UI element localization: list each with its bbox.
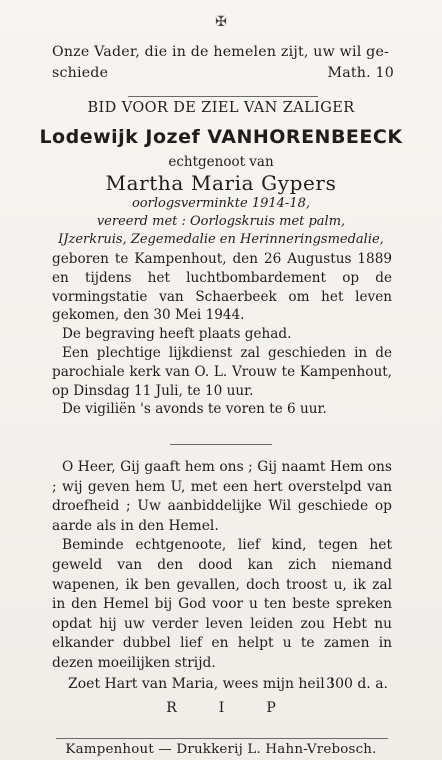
scripture-quote bbox=[52, 42, 394, 84]
divider-bottom bbox=[56, 738, 388, 739]
spouse-name: Martha Maria Gypers bbox=[105, 171, 337, 195]
burial-text: De begraving heeft plaats gehad. bbox=[62, 326, 292, 343]
quote-line-2: schiede bbox=[52, 65, 109, 81]
honors-line-2: vereerd met : Oorlogskruis met palm, bbox=[96, 214, 346, 229]
invocation-line bbox=[68, 676, 388, 692]
prayer-paragraph-2: Beminde echtgenoote, lief kind, tegen het geweld van den dood kan zich niemand wapenen, ik ben gevallen, doch troost u, ik zal in den Hemel bij God voor u ten beste spreken opdat hij uw verder leven leiden zou Hebt nu elkander dubbel lief en helpt u te zamen in dezen moeilijken strijd. bbox=[52, 537, 392, 671]
deceased-name: Lodewijk Jozef VANHORENBEECK bbox=[39, 126, 403, 148]
prayer-paragraph-1: O Heer, Gij gaaft hem ons ; Gij naamt Hem ons ; wij geven hem U, met een hert overstelpd van droefheid ; Uw aanbiddelijke Wil geschiede op aarde als in den Hemel. bbox=[52, 459, 392, 534]
printer-credit: Kampenhout — Drukkerij L. Hahn-Vrebosch. bbox=[65, 742, 377, 757]
prayer-section bbox=[52, 458, 392, 674]
rip-text: RIP bbox=[166, 700, 318, 716]
invocation-text: Zoet Hart van Maria, wees mijn heil ! bbox=[68, 676, 335, 692]
honors-line-3: IJzerkruis, Zegemedalie en Herinneringsmedalie, bbox=[58, 232, 384, 247]
quote-line-1: Onze Vader, die in de hemelen zijt, uw wil ge- bbox=[52, 44, 390, 60]
biography-text: geboren te Kampenhout, den 26 Augustus 1889 en tijdens het luchtbombardement op de vormingstatie van Schaerbeek om het leven gekomen, den 30 Mei 1944. bbox=[52, 251, 392, 324]
vigil-text: De vigiliën 's avonds te voren te 6 uur. bbox=[62, 401, 327, 418]
prayer-heading: BID VOOR DE ZIEL VAN ZALIGER bbox=[87, 100, 355, 116]
biography-section bbox=[52, 250, 392, 419]
spouse-intro: echtgenoot van bbox=[168, 154, 274, 170]
service-text: Een plechtige lijkdienst zal geschieden in de parochiale kerk van O. L. Vrouw te Kampenhout, op Dinsdag 11 Juli, te 10 uur. bbox=[52, 344, 392, 399]
divider-middle bbox=[170, 444, 272, 445]
divider-top bbox=[128, 96, 318, 97]
indulgence-text: 300 d. a. bbox=[326, 676, 388, 692]
cross-icon: ✠ bbox=[215, 14, 227, 30]
quote-reference: Math. 10 bbox=[327, 65, 394, 81]
honors-line-1: oorlogsverminkte 1914-18, bbox=[131, 196, 311, 211]
